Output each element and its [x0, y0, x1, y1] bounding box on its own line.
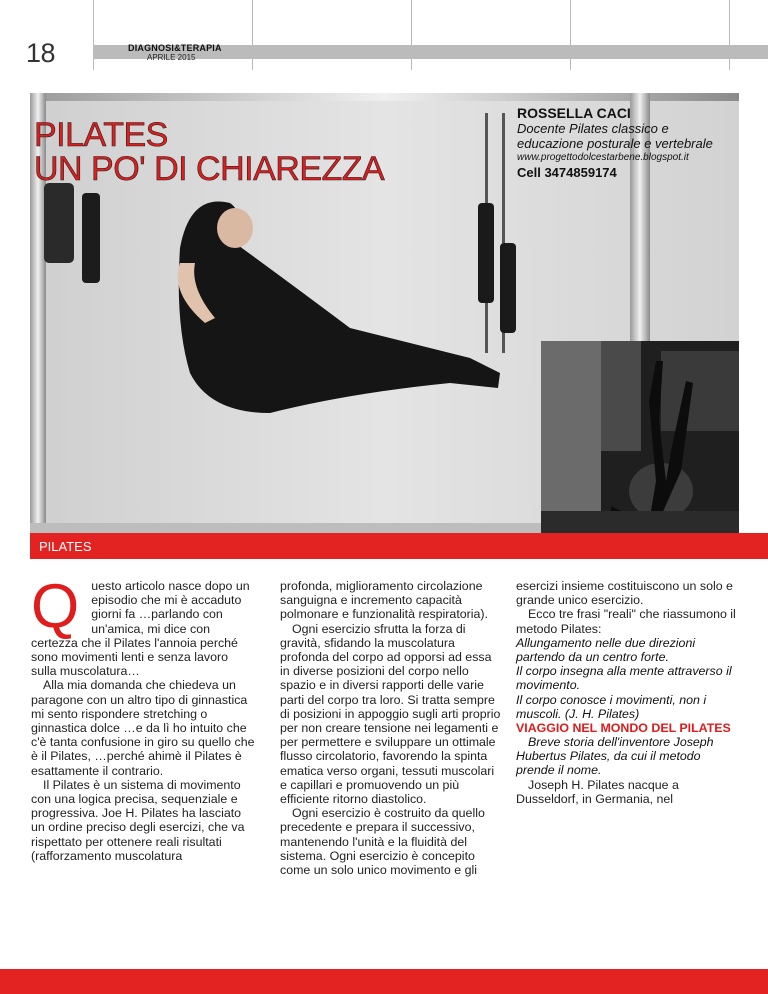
section-label: PILATES [39, 539, 92, 554]
paragraph: profonda, miglioramento circolazione sanguigna e incremento capacità polmonare e funzionalità respiratoria). [280, 579, 488, 622]
paragraph: Joseph H. Pilates nacque a Dusseldorf, in Germania, nel [516, 777, 679, 806]
title-line-2: UN PO' DI CHIAREZZA [34, 150, 385, 188]
author-phone: Cell 3474859174 [517, 165, 617, 180]
header-divider [729, 0, 730, 70]
subtitle: Breve storia dell'inventore Joseph Hubertus Pilates, da cui il metodo prende il nome. [516, 735, 714, 778]
title-line-1: PILATES [34, 116, 168, 154]
paragraph: Ogni esercizio è costruito da quello precedente e prepara il successivo, mantenendo l'unità e la fluidità del sistema. Ogni esercizio è concepito come un solo unico movimento e gli [280, 806, 485, 878]
article-column-2 [280, 579, 504, 877]
paragraph: esercizi insieme costituiscono un solo e grande unico esercizio. [516, 579, 733, 608]
paragraph: uesto articolo nasce dopo un episodio che mi è accaduto giorni fa …parlando con un'amica, mi dice con certezza che il Pilates l'annoia perché sono movimenti lenti e senza lavoro sulla muscolatura… [31, 579, 250, 679]
paragraph: Ogni esercizio sfrutta la forza di gravità, sfidando la muscolatura profonda del corpo ad opporsi ad essa in diverse posizioni del corpo nello spazio e in diversi rapporti delle varie parti del corpo tra loro. Si tratta sempre di posizioni in appoggio sugli arti proprio per non creare tensione nei legamenti e per permettere e sviluppare un ottimale flusso circolatorio, favorendo la spinta ematica verso organi, tessuti muscolari e capillari e promuovendo un più efficiente ritorno diastolico. [280, 621, 501, 807]
article-column-3 [516, 579, 740, 806]
header-divider [93, 0, 94, 70]
inset-photo [541, 341, 739, 533]
issue-date: APRILE 2015 [147, 53, 196, 62]
subheading: VIAGGIO NEL MONDO DEL PILATES [516, 721, 731, 736]
paragraph: Il Pilates è un sistema di movimento con una logica precisa, sequenziale e progressiva. Joe H. Pilates ha lasciato un ordine preciso degli esercizi, che va rispettato per ottenere reali risultati (rafforzamento muscolatura [31, 777, 245, 863]
author-url[interactable]: www.progettodolcestarbene.blogspot.it [517, 152, 689, 163]
header-divider [570, 0, 571, 70]
paragraph: Ecco tre frasi "reali" che riassumono il metodo Pilates: [516, 607, 736, 636]
author-box [517, 105, 737, 180]
page-number: 18 [26, 38, 56, 68]
article-title [34, 118, 384, 186]
section-bar [30, 533, 768, 559]
header-divider [252, 0, 253, 70]
author-name: ROSSELLA CACI [517, 105, 631, 121]
magazine-name: DIAGNOSI&TERAPIA [128, 43, 222, 53]
quote: Il corpo insegna alla mente attraverso il movimento. [516, 664, 732, 693]
author-role: Docente Pilates classico e educazione posturale e vertebrale [517, 121, 713, 151]
header-divider [411, 0, 412, 70]
quote: Allungamento nelle due direzioni partendo da un centro forte. [516, 635, 696, 665]
drop-cap: Q [31, 572, 80, 641]
footer-bar [0, 969, 768, 994]
paragraph: Alla mia domanda che chiedeva un paragone con un altro tipo di ginnastica mi sento rispondere stretching o ginnastica dolce …e da lì ho intuito che c'è tanta confusione in giro su quello che è il Pilates, …perché ahimè il Pilates è esattamente il contrario. [31, 678, 255, 778]
quote: Il corpo conosce i movimenti, non i muscoli. (J. H. Pilates) [516, 692, 707, 721]
article-column-1 [31, 572, 255, 863]
